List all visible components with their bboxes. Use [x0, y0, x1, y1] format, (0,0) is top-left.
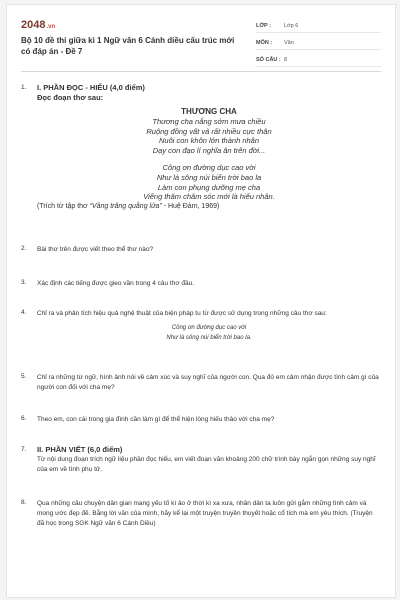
question-number: 2. [21, 245, 27, 252]
question-number: 4. [21, 309, 27, 316]
question-text: Bài thơ trên được viết theo thể thơ nào? [37, 246, 154, 253]
question-text: Theo em, con cái trong gia đình cần làm gì để thể hiện lòng hiếu thảo với cha mẹ? [37, 416, 275, 423]
poem-line: Thương cha nắng sớm mưa chiều [152, 117, 266, 126]
meta-key: LỚP : [256, 22, 271, 29]
poem-line: Làm con phụng dưỡng mẹ cha [157, 182, 261, 192]
question-text: Xác định các tiếng được gieo vần trong 4 câu thơ đầu. [37, 280, 195, 287]
question-body [37, 83, 381, 212]
document-title: Bộ 10 đề thi giữa kì 1 Ngữ văn 6 Cánh diều cấu trúc mới có đáp án - Đề 7 [21, 36, 235, 56]
question-number: 5. [21, 373, 27, 380]
question-body [37, 309, 381, 343]
quoted-line: Công ơn đường dục cao vời [171, 325, 247, 331]
quoted-line: Như là sông núi biển trời bao la. [166, 335, 252, 341]
meta-row-class [256, 19, 381, 33]
poem-line: Dạy con đạo lí nghĩa ân trên đời... [152, 145, 266, 155]
question-number: 7. [21, 446, 27, 453]
source-title: “Vầng trăng quằng lửa” [89, 202, 162, 210]
poem-line: Ruộng đồng vất vả rất nhiều cực thân [146, 126, 272, 136]
question-number: 1. [21, 84, 27, 91]
poem-title: THƯƠNG CHA [181, 107, 237, 116]
meta-panel [256, 19, 381, 70]
meta-key: MÔN : [256, 39, 273, 46]
question-body [37, 445, 381, 475]
poem-source [37, 202, 381, 212]
question-number: 8. [21, 499, 27, 506]
question-text: Chỉ ra những từ ngữ, hình ảnh nói về cảm xúc và suy nghĩ của người con. Qua đó em cảm nhận được tình cảm gì của người con đối với cha mẹ? [37, 374, 379, 391]
poem-line: Viếng thăm chăm sóc mới là hiếu nhân. [143, 192, 275, 202]
question-text: Chỉ ra và phân tích hiệu quả nghệ thuật của biện pháp tu từ được sử dụng trong những câu thơ sau: [37, 310, 327, 317]
source-suffix: - Huệ Đàm, 1969) [161, 202, 220, 210]
meta-key: SỐ CÂU : [256, 56, 281, 63]
question-number: 6. [21, 415, 27, 422]
poem-line: Nuôi con khôn lớn thành nhân [158, 136, 260, 146]
section-heading: II. PHẦN VIẾT (6,0 điểm) [37, 445, 123, 454]
document-header [21, 15, 381, 63]
header-divider [21, 71, 381, 72]
logo-text: 2048 [21, 19, 46, 31]
meta-value: Văn [284, 39, 294, 46]
section-heading: I. PHẦN ĐỌC - HIỂU (4,0 điểm) [37, 83, 145, 92]
meta-value: Lớp 6 [284, 22, 299, 29]
reading-instruction: Đọc đoạn thơ sau: [37, 93, 104, 102]
meta-row-subject [256, 36, 381, 50]
meta-row-question-count [256, 53, 381, 67]
logo-tld: .vn [46, 24, 56, 30]
poem-line: Như là sông núi biển trời bao la [156, 172, 262, 182]
question-text: Từ nội dung đoạn trích ngữ liệu phần đọc hiểu, em viết đoạn văn khoảng 200 chữ trình bày ngắn gọn những suy nghĩ của em về tình phụ tử. [37, 456, 376, 473]
poem-line: Công ơn đường dục cao vời [162, 163, 256, 173]
meta-value: 8 [284, 56, 288, 63]
source-prefix: (Trích từ tập thơ [37, 202, 90, 210]
document-page [6, 4, 396, 598]
question-number: 3. [21, 279, 27, 286]
site-logo[interactable] [21, 19, 55, 31]
question-text: Qua những câu chuyện dân gian mang yếu tố kì ảo ở thời kì xa xưa, nhân dân ta luôn gửi gắm những tình cảm và mong ước đẹp đẽ. Bằng lời văn của mình, hãy kể lại một truyện truyền thuyết hoặc cổ tích mà em yêu thích. (Truyện đã học trong SGK Ngữ văn 6 Cánh Diều) [37, 500, 373, 527]
stanza-gap [37, 155, 381, 163]
